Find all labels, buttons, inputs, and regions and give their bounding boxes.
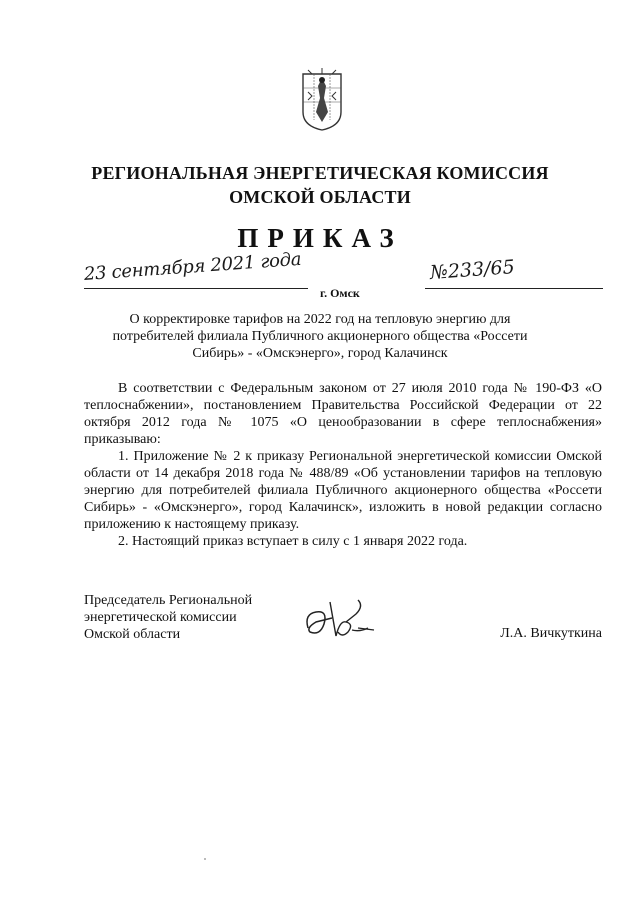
handwritten-number: №233/65 <box>429 256 516 284</box>
preamble-paragraph: В соответствии с Федеральным законом от 27 июля 2010 года № 190-ФЗ «О теплоснабжении», постановлением Правительства Российской Федерации от 22 октября 2012 года № 1075 «О ценообразовании в сфере теплоснабжения» приказываю: <box>84 381 602 447</box>
city: г. Омск <box>320 286 360 300</box>
date-underline <box>84 288 308 289</box>
organization-name-line1: РЕГИОНАЛЬНАЯ ЭНЕРГЕТИЧЕСКАЯ КОМИССИЯ <box>91 163 549 183</box>
signer-name: Л.А. Вичкуткина <box>500 626 602 641</box>
document-title: ПРИКАЗ <box>237 223 403 253</box>
order-body <box>84 380 602 550</box>
signer-title-line: Председатель Региональной <box>84 593 253 608</box>
number-underline <box>425 288 603 289</box>
signer-title-line: Омской области <box>84 627 181 642</box>
order-subject: О корректировке тарифов на 2022 год на тепловую энергию для потребителей филиала Публичного акционерного общества «Россети Сибирь» - «Омскэнерго», город Калачинск <box>112 312 528 361</box>
organization-name-line2: ОМСКОЙ ОБЛАСТИ <box>229 187 411 207</box>
handwritten-signature <box>302 588 382 646</box>
signer-title-line: энергетической комиссии <box>84 610 237 625</box>
clause-2: 2. Настоящий приказ вступает в силу с 1 января 2022 года. <box>118 534 468 549</box>
coat-of-arms-icon <box>300 68 344 132</box>
signer-title <box>84 592 294 643</box>
handwritten-date: 23 сентября 2021 года <box>83 248 302 285</box>
clause-1: 1. Приложение № 2 к приказу Региональной энергетической комиссии Омской области от 14 декабря 2018 года № 488/89 «Об установлении тарифов на тепловую энергию для потребителей филиала Публичного акционерного общества «Россети Сибирь» - «Омскэнерго», город Калачинск», изложить в новой редакции согласно приложению к настоящему приказу. <box>84 449 602 532</box>
scan-speck <box>204 858 206 860</box>
